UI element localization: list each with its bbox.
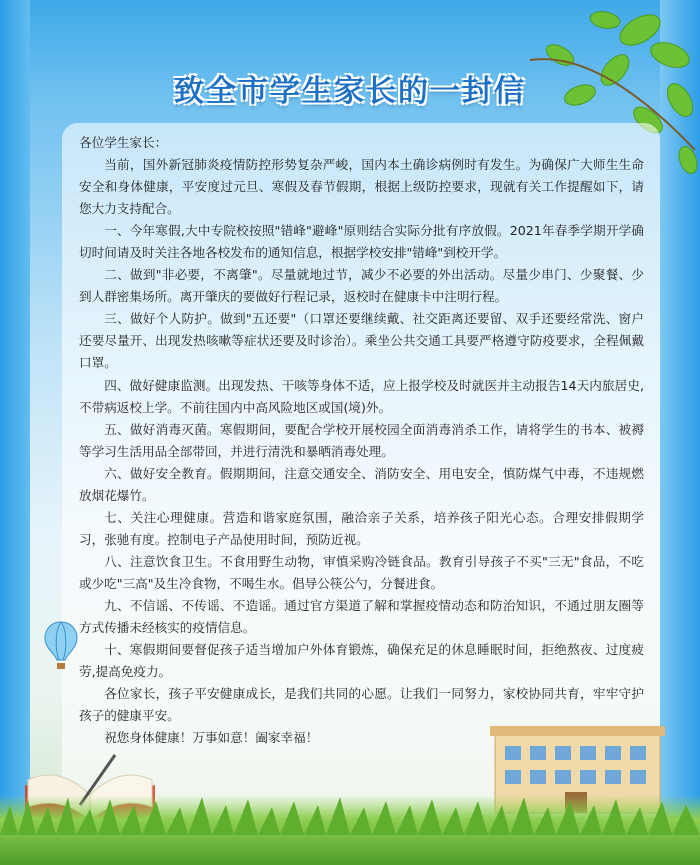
hot-air-balloon-icon: [43, 620, 79, 672]
salutation: 各位学生家长：: [79, 135, 168, 150]
page-title: 致全市学生家长的一封信: [174, 74, 526, 109]
paragraph-item-3: 三、做好个人防护。做到"五还要"（口罩还要继续戴、社交距离还要留、双手还要经常洗、窗户还要尽量开、出现发热咳嗽等症状还要及时诊治）。乘坐公共交通工具要严格遵守防疫要求，全程佩戴口罩。: [79, 311, 644, 371]
paragraph-item-8: 八、注意饮食卫生。不食用野生动物，审慎采购冷链食品。教育引导孩子不买"三无"食品，不吃或少吃"三高"及生冷食物，不喝生水。倡导公筷公勺，分餐进食。: [79, 553, 644, 591]
grass-blades-decoration: [0, 785, 700, 835]
paragraph-item-4: 四、做好健康监测。出现发热、干咳等身体不适，应上报学校及时就医并主动报告14天内旅居史,不带病返校上学。不前往国内中高风险地区或国(境)外。: [79, 377, 644, 415]
letter-body: [79, 132, 644, 749]
paragraph-closing: 各位家长，孩子平安健康成长，是我们共同的心愿。让我们一同努力，家校协同共育，牢牢守护孩子的健康平安。: [79, 686, 644, 724]
paragraph-item-5: 五、做好消毒灭菌。寒假期间，要配合学校开展校园全面消毒消杀工作，请将学生的书本、被褥等学习生活用品全部带回，并进行清洗和暴晒消毒处理。: [79, 421, 644, 459]
paragraph-wishes: 祝您身体健康！万事如意！阖家幸福！: [104, 730, 319, 746]
paragraph-item-6: 六、做好安全教育。假期期间，注意交通安全、消防安全、用电安全，慎防煤气中毒，不违规燃放烟花爆竹。: [79, 465, 644, 503]
paragraph-item-1: 一、今年寒假,大中专院校按照"错峰"避峰"原则结合实际分批有序放假。2021年春季学期开学确切时间请及时关注各地各校发布的通知信息，根据学校安排"错峰"到校开学。: [79, 223, 644, 261]
paragraph-item-10: 十、寒假期间要督促孩子适当增加户外体育锻炼，确保充足的休息睡眠时间，拒绝熬夜、过度疲劳,提高免疫力。: [79, 642, 644, 680]
paragraph-item-9: 九、不信谣、不传谣、不造谣。通过官方渠道了解和掌握疫情动态和防治知识，不通过朋友圈等方式传播未经核实的疫情信息。: [79, 597, 644, 636]
paragraph-item-7: 七、关注心理健康。营造和谐家庭氛围，融洽亲子关系，培养孩子阳光心态。合理安排假期学习，张驰有度。控制电子产品使用时间，预防近视。: [79, 509, 644, 547]
paragraph-item-2: 二、做到"非必要，不离肇"。尽量就地过节，减少不必要的外出活动。尽量少串门、少聚餐、少到人群密集场所。离开肇庆的要做好行程记录，返校时在健康卡中注明行程。: [79, 267, 644, 305]
paragraph-intro: 当前，国外新冠肺炎疫情防控形势复杂严峻，国内本土确诊病例时有发生。为确保广大师生生命安全和身体健康，平安度过元旦、寒假及春节假期，根据上级防控要求，现就有关工作提醒如下，请您大力支持配合。: [79, 157, 644, 217]
